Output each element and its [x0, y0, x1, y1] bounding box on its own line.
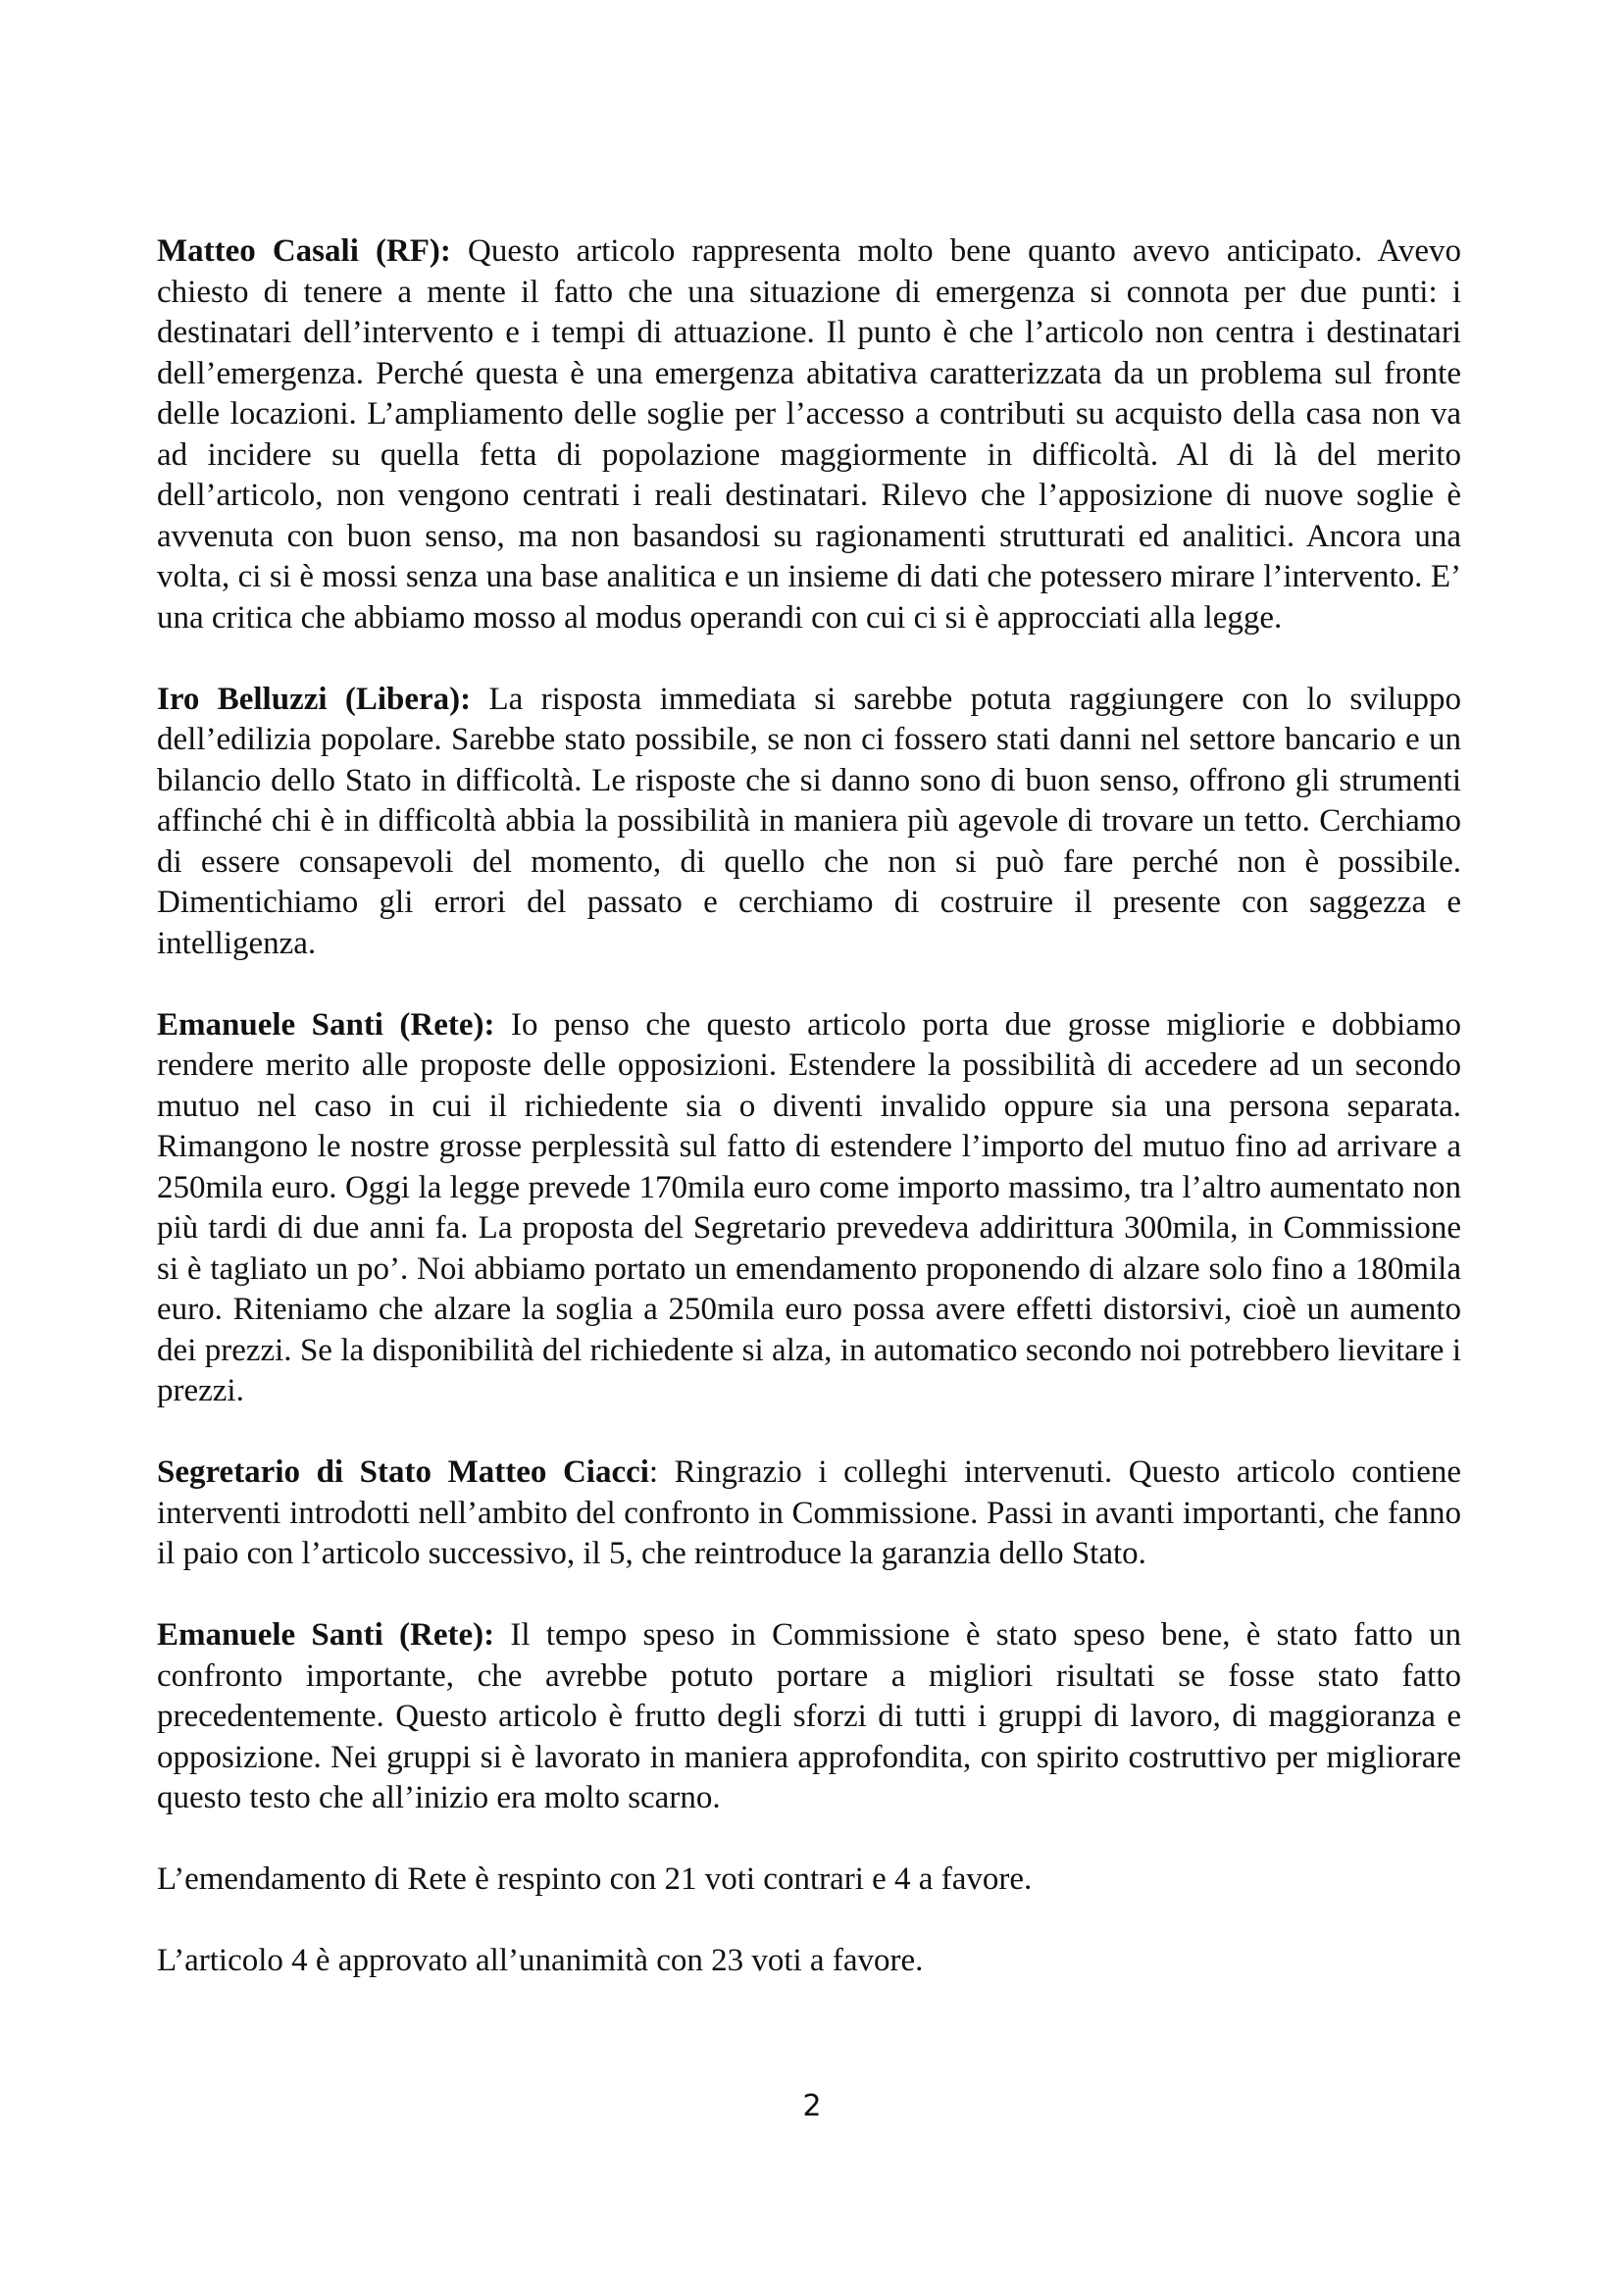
page-number: 2: [802, 2089, 822, 2123]
speech-text: Il tempo speso in Commissione è stato speso bene, è stato fatto un confronto importante, che avrebbe potuto portare a migliori risultati se fosse stato fatto precedentemente. Questo articolo è frutto degli sforzi di tutti i gruppi di lavoro, di maggioranza e opposizione. Nei gruppi si è lavorato in maniera approfondita, con spirito costruttivo per migliorare questo testo che all’inizio era molto scarno.: [157, 1617, 1461, 1815]
speech-paragraph: [157, 1615, 1461, 1819]
speech-text: La risposta immediata si sarebbe potuta raggiungere con lo sviluppo dell’edilizia popolare. Sarebbe stato possibile, se non ci fossero stati danni nel settore bancario e un bilancio dello Stato in difficoltà. Le risposte che si danno sono di buon senso, offrono gli strumenti affinché chi è in difficoltà abbia la possibilità in maniera più agevole di trovare un tetto. Cerchiamo di essere consapevoli del momento, di quello che non si può fare perché non è possibile. Dimentichiamo gli errori del passato e cerchiamo di costruire il presente con saggezza e intelligenza.: [157, 681, 1461, 961]
speech-paragraph: [157, 1453, 1461, 1575]
speech-text: Questo articolo rappresenta molto bene quanto avevo anticipato. Avevo chiesto di tenere a mente il fatto che una situazione di emergenza si connota per due punti: i destinatari dell’intervento e i tempi di attuazione. Il punto è che l’articolo non centra i destinatari dell’emergenza. Perché questa è una emergenza abitativa caratterizzata da un problema sul fronte delle locazioni. L’ampliamento delle soglie per l’accesso a contributi su acquisto della casa non va ad incidere su quella fetta di popolazione maggiormente in difficoltà. Al di là del merito dell’articolo, non vengono centrati i reali destinatari. Rilevo che l’apposizione di nuove soglie è avvenuta con buon senso, ma non basandosi su ragionamenti strutturati ed analitici. Ancora una volta, ci si è mossi senza una base analitica e un insieme di dati che potessero mirare l’intervento. E’ una critica che abbiamo mosso al modus operandi con cui ci si è approcciati alla legge.: [157, 233, 1461, 636]
speech-text: Io penso che questo articolo porta due grosse migliorie e dobbiamo rendere merito alle proposte delle opposizioni. Estendere la possibilità di accedere ad un secondo mutuo nel caso in cui il richiedente sia o diventi invalido oppure sia una persona separata. Rimangono le nostre grosse perplessità sul fatto di estendere l’importo del mutuo fino ad arrivare a 250mila euro. Oggi la legge prevede 170mila euro come importo massimo, tra l’altro aumentato non più tardi di due anni fa. La proposta del Segretario prevedeva addirittura 300mila, in Commissione si è tagliato un po’. Noi abbiamo portato un emendamento proponendo di alzare solo fino a 180mila euro. Riteniamo che alzare la soglia a 250mila euro possa avere effetti distorsivi, cioè un aumento dei prezzi. Se la disponibilità del richiedente si alza, in automatico secondo noi potrebbero lievitare i prezzi.: [157, 1006, 1462, 1408]
speaker-name: Segretario di Stato Matteo Ciacci: [157, 1454, 649, 1490]
speaker-name: Iro Belluzzi (Libera):: [157, 681, 472, 717]
speaker-name: Matteo Casali (RF):: [157, 233, 451, 269]
vote-outcome: L’articolo 4 è approvato all’unanimità con 23 voti a favore.: [157, 1943, 924, 1978]
speaker-name: Emanuele Santi (Rete):: [157, 1617, 495, 1653]
vote-outcome: L’emendamento di Rete è respinto con 21 voti contrari e 4 a favore.: [157, 1861, 1033, 1897]
speech-text: : Ringrazio i colleghi intervenuti. Questo articolo contiene interventi introdotti nell’ambito del confronto in Commissione. Passi in avanti importanti, che fanno il paio con l’articolo successivo, il 5, che reintroduce la garanzia dello Stato.: [157, 1454, 1462, 1571]
speech-paragraph: [157, 680, 1461, 965]
speaker-name: Emanuele Santi (Rete):: [157, 1006, 495, 1043]
speech-paragraph: [157, 231, 1461, 638]
speech-paragraph: [157, 1005, 1461, 1412]
document-body: [157, 231, 1461, 2022]
